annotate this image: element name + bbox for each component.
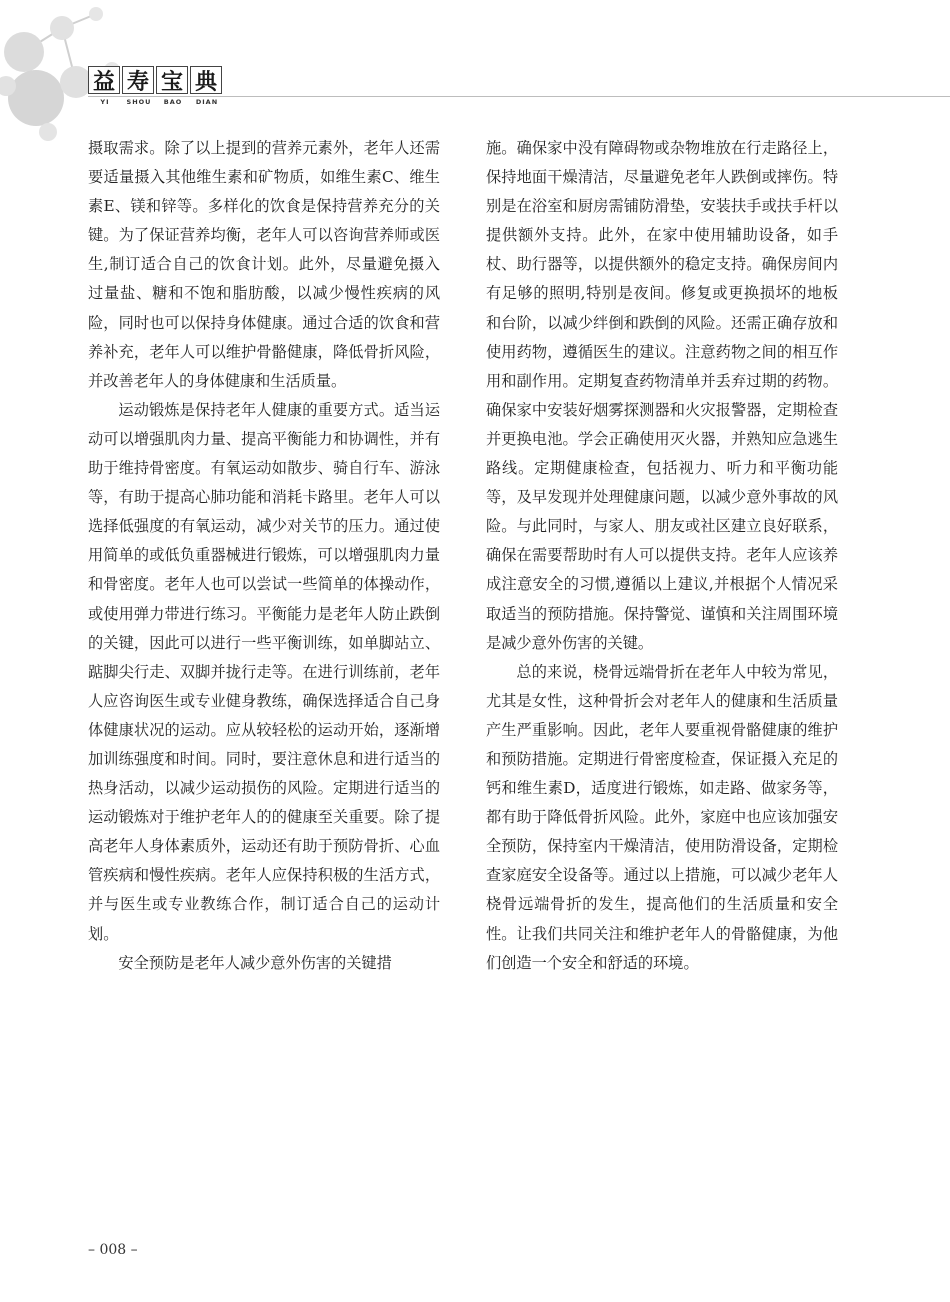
paragraph: 摄取需求。除了以上提到的营养元素外，老年人还需要适量摄入其他维生素和矿物质，如维生素C、维生素E、镁和锌等。多样化的饮食是保持营养充分的关键。为了保证营养均衡，老年人可以咨询营养师或医生,制订适合自己的饮食计划。此外，尽量避免摄入过量盐、糖和不饱和脂肪酸，以减少慢性疾病的风险，同时也可以保持身体健康。通过合适的饮食和营养补充，老年人可以维护骨骼健康，降低骨折风险，并改善老年人的身体健康和生活质量。 [88, 139, 440, 390]
brand-char: 寿 [122, 66, 154, 94]
brand-pinyin [88, 98, 224, 106]
brand-title [88, 66, 224, 94]
left-column [88, 134, 440, 978]
brand-char: 典 [190, 66, 222, 94]
paragraph: 运动锻炼是保持老年人健康的重要方式。适当运动可以增强肌肉力量、提高平衡能力和协调性，并有助于维持骨密度。有氧运动如散步、骑自行车、游泳等，有助于提高心肺功能和消耗卡路里。老年人可以选择低强度的有氧运动，减少对关节的压力。通过使用简单的或低负重器械进行锻炼，可以增强肌肉力量和骨密度。老年人也可以尝试一些简单的体操动作，或使用弹力带进行练习。平衡能力是老年人防止跌倒的关键，因此可以进行一些平衡训练，如单脚站立、踮脚尖行走、双脚并拢行走等。在进行训练前，老年人应咨询医生或专业健身教练，确保选择适合自己身体健康状况的运动。应从较轻松的运动开始，逐渐增加训练强度和时间。同时，要注意休息和进行适当的热身活动，以减少运动损伤的风险。定期进行适当的运动锻炼对于维护老年人的的健康至关重要。除了提高老年人身体素质外，运动还有助于预防骨折、心血管疾病和慢性疾病。老年人应保持积极的生活方式，并与医生或专业教练合作，制订适合自己的运动计划。 [88, 400, 440, 943]
brand-pinyin-syllable: DIAN [195, 98, 219, 106]
brand-pinyin-syllable: BAO [163, 98, 183, 106]
brand-pinyin-syllable: YI [100, 98, 110, 106]
brand-pinyin-syllable: SHOU [126, 98, 152, 106]
right-column [486, 134, 838, 978]
paragraph: 施。确保家中没有障碍物或杂物堆放在行走路径上，保持地面干燥清洁，尽量避免老年人跌倒或摔伤。特别是在浴室和厨房需铺防滑垫，安装扶手或扶手杆以提供额外支持。此外，在家中使用辅助设备，如手杖、助行器等，以提供额外的稳定支持。确保房间内有足够的照明,特别是夜间。修复或更换损坏的地板和台阶，以减少绊倒和跌倒的风险。还需正确存放和使用药物，遵循医生的建议。注意药物之间的相互作用和副作用。定期复查药物清单并丢弃过期的药物。确保家中安装好烟雾探测器和火灾报警器，定期检查并更换电池。学会正确使用灭火器，并熟知应急逃生路线。定期健康检查，包括视力、听力和平衡功能等，及早发现并处理健康问题，以减少意外事故的风险。与此同时，与家人、朋友或社区建立良好联系，确保在需要帮助时有人可以提供支持。老年人应该养成注意安全的习惯,遵循以上建议,并根据个人情况采取适当的预防措施。保持警觉、谨慎和关注周围环境是减少意外伤害的关键。 [486, 139, 838, 652]
page-number: – 008 – [88, 1242, 138, 1258]
brand-char: 宝 [156, 66, 188, 94]
brand-char: 益 [88, 66, 120, 94]
journal-brand [88, 66, 224, 106]
paragraph: 安全预防是老年人减少意外伤害的关键措 [118, 953, 392, 972]
paragraph: 总的来说，桡骨远端骨折在老年人中较为常见，尤其是女性，这种骨折会对老年人的健康和生活质量产生严重影响。因此，老年人要重视骨骼健康的维护和预防措施。定期进行骨密度检查，保证摄入充足的钙和维生素D，适度进行锻炼，如走路、做家务等，都有助于降低骨折风险。此外，家庭中也应该加强安全预防，保持室内干燥清洁，使用防滑设备，定期检查家庭安全设备等。通过以上措施，可以减少老年人桡骨远端骨折的发生，提高他们的生活质量和安全性。让我们共同关注和维护老年人的骨骼健康，为他们创造一个安全和舒适的环境。 [486, 662, 838, 972]
